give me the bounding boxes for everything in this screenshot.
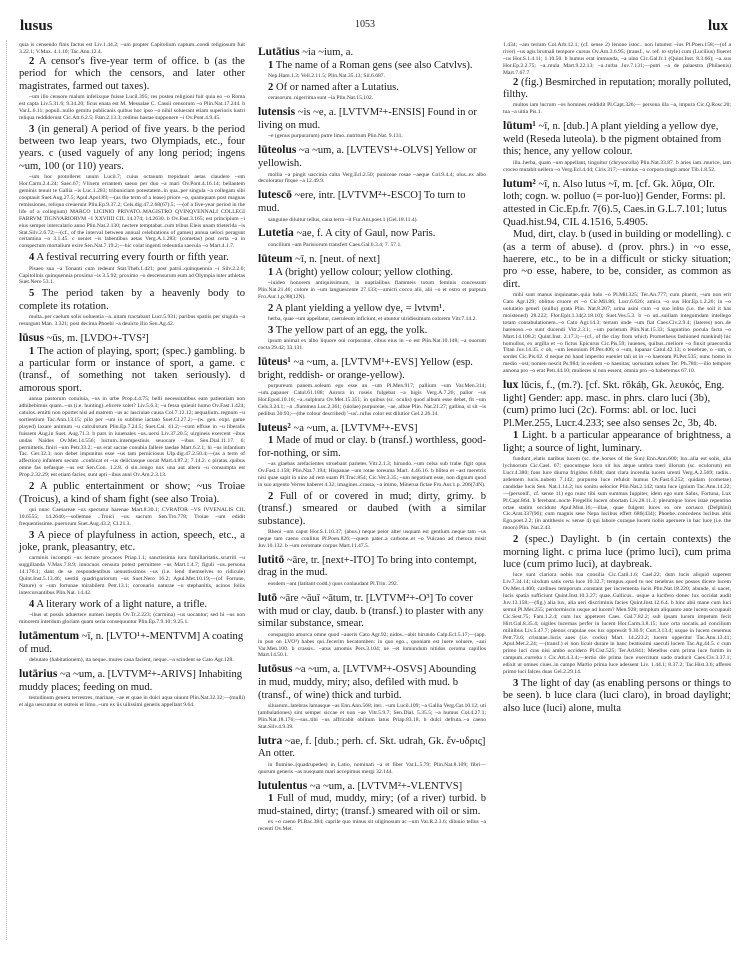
- headword-grammar: ~ī, n. [LVTO¹+-MENTVM] A coating of mud.: [19, 631, 244, 655]
- citations: mollia ~a pingit uaccinia calta Verg.Ecl.2.50; puniceae rosae ~aeque Col.9.4.4; olus..ex albo decoloratur fitque ~a 12.49.9.: [258, 171, 486, 185]
- citations: ipsum animal ex albo liquore oui corporatur. cibus eius in ~o est Plin.Nat.10.148; ~a ouorum cocta 29.42; 33.131.: [258, 338, 486, 352]
- sense-text: The name of a Roman gens (see also Catvlvs).: [275, 59, 473, 71]
- headword-grammar: ~ī, n. [dub.] A plant yielding a yellow dye, weld (Reseda luteola). b the pigment obtained from this; hence, any yellow colour.: [503, 121, 722, 158]
- headword: lutō: [258, 591, 278, 604]
- sense-number: 3: [29, 123, 35, 135]
- sense-number: 2: [513, 534, 519, 546]
- headword: lutulentus: [258, 779, 308, 792]
- dictionary-entry-headword: [503, 379, 731, 430]
- headword-grammar: ~āre ~āuī ~ātum, tr. [LVTVM²+-O³] To cover with mud or clay, daub. b (transf.) to plaster with any similar substance, smear.: [258, 592, 484, 630]
- headword-grammar: ~ī, n. Also lutus ~ī, m. [cf. Gk. λῦμα, OIr. loth; cogn. w. polluo (= por-luo)] Gender, Forms: pl. attested in Cic.Ep.fr. 7(6).5, Caes.in G.L.7.101; lutus Quad.hist.94, CIL 4.1516, 5.4905.: [503, 178, 727, 228]
- citations: eosdem ~ant (latitant codd.) quos conlaudant Pl.Trin. 292.: [268, 581, 399, 588]
- sense-number: 3: [513, 678, 519, 689]
- headword-grammar: ~ūs, m. [LVDO+-TVS²]: [46, 333, 149, 344]
- sense-number: 1: [268, 793, 274, 805]
- dictionary-entry-headword: [258, 46, 486, 60]
- citations: siluarum..latebras lamasque ~as Enn.Ann.568; iter.. ~um Lucil.109; ~a Gallia Verg.Cat.10.12; uti (ambulationes) sint semper siccae et non ~ae Vitr.5.9.7; Sen.Dial. 5.35.5; ~a humus Col.4.27.1; Plin.Nat.18.176;—sus..tibi ~us affricabit oblitum latus Priap.83.18. b dulci defruta..~a caeno Stat.Silv.4.9.39.: [258, 703, 486, 730]
- sense-number: 2: [268, 81, 274, 93]
- continued-citations: 1.434; ~am terram Col.Arb.12.1; (cf. sense 2) lenone istoc.. non lutumst ~ius Pl.Poen.158;—(of a river) ~us agis brumali tempore cursus Ov.Am.3.6.95; (transf., w. ref. to style) cum (Lucilius) flueret ~us Hor.S.1.4.11; 1.10.50. b humus erat immunda, ~a uino Cic.Gal.fr.1 (Quint.Inst. 8.3.66); ~a..sus Hor.Ep.2.2.75; ~a..mula Mart.9.22.13; ~a..turba Juv.7.131;—putri ~a de palaestra (Philaenis) Mart.7.67.7.: [503, 42, 731, 76]
- running-head-right: lux: [707, 18, 728, 34]
- sense-text: A censor's five-year term of office. b (as the period for which the censors, and later other magistrates, farmed out taxes).: [19, 55, 245, 92]
- sense-number: 2: [268, 302, 274, 314]
- headword-grammar: ~a ~um, a. [LVTEVS¹+-OLVS] Yellow or yellowish.: [258, 145, 477, 169]
- headword-grammar: ~a ~um, a. [LVTVM²+-OSVS] Abounding in mud, muddy, miry; also, defiled with mud. b (transf., of wine) thick and turbid.: [258, 664, 477, 701]
- sense-definition: [19, 530, 245, 555]
- headword: lūteolus: [258, 144, 297, 157]
- sense-definition: [503, 534, 731, 571]
- sense-text: Light. b a particular appearance of brightness, a light; a source of light, luminary.: [503, 430, 732, 454]
- headword-grammar: ~ae, f. A city of Gaul, now Paris.: [296, 228, 436, 240]
- sense-text: Mud, dirt, clay. b (used in building or modelling). c (as a term of abuse). d (prov. phrs.) in ~o esse, haerere, etc., to be in a difficult or sticky situation; pro ~o esse, habere, to be, consider, as common as dirt.: [503, 229, 731, 290]
- sense-text: The period taken by a heavenly body to complete its rotation.: [19, 288, 245, 312]
- citations: ~um illo censore malum infelixque fuisse Lucil.395; res postea religioni fuit quia eo ~o Roma est capta Liv.5.31.6; 9.34.20; ficus enata est M. Messalae C. Cassii censorum ~o Plin.Nat.17.244. b Var.L.6.11; populi..nullo gemitu publicanis quibus hoc ipso ~o nihil soluerant etiam superioris lustri reliqua reddiderunt Cic.Att.6.2.5; Fam.2.13.3; reditus hastae supponere ~i Ov.Pont.4.9.45.: [19, 94, 245, 121]
- sense-definition: [19, 481, 245, 506]
- headword: lux: [503, 379, 519, 392]
- headword-grammar: lūcis, f., (m.?). [cf. Skt. rōkáḥ, Gk. λευκός, Eng. light] Gender: app. masc. in phrs. claro luci (3b), (cum) primo luci (2c). Forms: abl. or loc. luci Pl.Mer.255, Lucr.4.233; see also senses 2c, 3b, 4b.: [503, 380, 725, 429]
- column-left: [19, 42, 245, 711]
- sense-text: Made of mud or clay. b (transf.) worthless, good-for-nothing, or sim.: [258, 435, 486, 459]
- sense-text: A festival recurring every fourth or fifth year.: [36, 252, 229, 264]
- sense-number: 5: [29, 288, 35, 300]
- citations: multa..per caelum solis uoluentia ~a..uitam tractabant Lucr.5.931; paribus spatiis per singula ~a resurgunt Man. 3.321; post decima Phoebi ~a deuicto Ilio Sen.Ag.42.: [19, 314, 245, 328]
- continued-citations: quia is censendo finis factus est Liv.1.44.2; ~um propter Capitolium captum..condi religiosum fuit 3.22.1; V.Max. 4.1.10; Tac.Ann.12.4.: [19, 42, 245, 55]
- citations: illa..herba, quam ~um appellant, tinguitur (chrysocolla) Plin.Nat.33.87. b aries iam..murice, iam croceo mutabit uellera ~o Verg.Ecl.4.44; Ciris 317;—nimius ~o corpora tingit amor Tib.1.8.52.: [503, 159, 731, 173]
- column-right: [503, 42, 731, 715]
- headword: lutārius: [19, 668, 58, 681]
- sense-definition: [258, 793, 486, 818]
- sense-definition: [258, 303, 486, 315]
- dictionary-entry-headword: [258, 356, 486, 382]
- headword-grammar: ~a ~um, a. [LVTVM²+-VLENTVS]: [309, 780, 463, 792]
- citations: luce sunt clariora nobis tua consilia Cic.Catil.1.6; Cael.22; dum lucis aliquid superest Liv.7.34.14; uixdum satis certa luce 10.32.7; tempus..quod tu nec tenebras nec posses dicere lucem Ov.Met.4.400; cardines temporum..constant per incrementa lucis Plin.Nat.18.220; abunde, si uacet, lucis spatia sufficiunt Quint.Inst.10.3.27; quae..Gallicus.. usque a lucifero donec lux occidat audit Juv.13.158;—(fig.) alia lux, alia ueri discriminis facies Quint.Inst.12.6.4. b hinc abii mane cum luci semul Pl.Mer.255; perdormiscin usque ad lucem? Men.928; templum aliquanto ante lucem occupauit Cic.Sest.75; Fam.1.2.4; cum lux appeteret Caes. Gal.7.82.2; sub ipsam lucem impetum fecit Hirt.Gal.8.35.4; uigiles lucernas perfer in lucem Hor.Carm.3.8.15; luce orta uocatis..ad concilium militibus Liv.5.47.7; plenos crapulae eos lux oppressit 9.30.9; Curt.3.13.4; usque in lucem cenemus Petr.73.6; cristatae..lucis aues (i.e. cocks) Mart. 14.223.2; lucem opperitur Tac.Ann.13.41; Apul.Met.2.24; —(transf.) ei non licuit durare in hanc beatissimi saeculi lucem Tac.Ag.44.5. c cum primo luci cras nisi ambo occidero Pl.Cist.525; Ter.Ad.841; Metellus cum prima luce furtim in campum..curreba t Cic.Att.4.3.4;—tertio die prima luce exercitum uado traducit Caes.Civ.3.37.1; edixit ut omnes ciues..in campo Martio prima luce adessent Liv. 1.44.1; 8.37.2; Tac.Hist.3.6; afferes primo luci falces duas Gel.2.29.14.: [503, 572, 731, 676]
- sense-text: The yellow part of an egg, the yolk.: [275, 324, 428, 336]
- sense-number: 3: [268, 324, 274, 336]
- sense-definition: [19, 288, 245, 313]
- sense-text: A literary work of a light nature, a trifle.: [36, 598, 207, 610]
- sense-number: 2: [29, 55, 35, 67]
- sense-definition: [19, 599, 245, 611]
- column-middle: [258, 42, 486, 835]
- citations: concilium ~am Parisiorum transfert Caes.Gal.6.3.4; 7. 57.1.: [268, 242, 402, 248]
- headword: lutum²: [503, 177, 536, 190]
- citations: ~e (genus purpurarum) putre limo..nutritum Plin.Nat. 9.131.: [268, 133, 403, 140]
- citations: ~iuideo honorem antiquissimum, in nuptialibus flammeis totum feminis concessum Plin.Nat.21.46; colore in ~um languescente 27.133;—amicti cocco alii, alii ~o et ostro et purpura Fro.Aur.1.p.98(12N).: [258, 279, 486, 300]
- dictionary-entry-headword: [19, 630, 245, 656]
- sense-definition: [258, 435, 486, 460]
- headword-grammar: ~ae, f. [dub.; perh. cf. Skt. udrah, Gk. ἔν-υδρις] An otter.: [258, 735, 486, 760]
- headword-grammar: ~a ~um, a. [LVTVM²+-ARIVS] Inhabiting muddy places; feeding on mud.: [19, 669, 243, 693]
- running-head-left: lusus: [20, 18, 53, 34]
- headword: lutāmentum: [19, 630, 80, 643]
- headword: lūtum¹: [503, 120, 536, 133]
- dictionary-entry-headword: [258, 422, 486, 436]
- dictionary-entry-headword: [258, 554, 486, 580]
- headword-grammar: ~a ~um, a. [LVTVM¹+-EVS] Yellow (esp. bright, reddish- or orange-yellow).: [258, 357, 473, 381]
- citations: qui nunc Caesareae ~us spectatur harenae Mart.8.30.1; CVRATOR ~VS IVVENALIS CIL 10.6555; 14.2640;—sollemne ..Troici ~us sacrum Sen.Tro.778; Troiae ~um edidit frequentissime..puerorum Suet.Aug.43.2; Cl.21.3.: [19, 506, 245, 527]
- citations: ~as glaebas arefacientes struebant parietes Vitr.2.1.3; hirundo..~um celsa sub trabe figit opus Ov.Fast.1.158; Plin.Nat.7.194; Hispanae ~um rotae toreuma Mart. 4.46.16. b blitea et ~ast meretrix nisi quae sapit in uino ad rem suam Pl.Truc.854; Cic.Ver.3.35; ~um negotium esse, non dignum quod in suo argento Verres haberet 4.32; imagines..crassa, ~a immo, Minerua fictae Fro.Aur.1.p. 206(74N).: [258, 461, 486, 488]
- sense-text: A piece of playfulness in action, speech, etc., a joke, prank, pleasantry, etc.: [19, 529, 245, 554]
- page-number: 1053: [355, 19, 375, 30]
- headword-grammar: ~a ~um, a. [LVTVM²+-EVS]: [293, 422, 418, 434]
- sense-definition: [258, 60, 486, 72]
- citations: Nep.Ham.1.3; Vell.2.11.5; Plin.Nat.35.13; Sil.6.687.: [268, 73, 386, 79]
- sense-definition: [503, 229, 731, 291]
- citations: Pisaeo sua ~a Tonanti cum redeunt Stat.Theb.1.421; post patrii..quinquennia ~i Silv.2.2.6; Capitolinis quinquennia proxima ~is 3.5.92; proximo ~o descensurum eum ad Olympia inter athletas Suet.Nero 53.1.: [19, 265, 245, 286]
- sense-text: A public entertainment or show; ~us Troiae (Troicus), a kind of sham fight (see also Troia).: [19, 481, 245, 505]
- dictionary-entry-headword: [503, 120, 731, 159]
- dictionary-entry-headword: [503, 178, 731, 229]
- headword-grammar: ~ia ~ium, a.: [302, 47, 354, 58]
- citations: mihi sunt manus inquinatae..quia ludo ~o Pl.Mil.325; Ter.An.777; cum pluerit, ~um non erit Cato Agr.129; oblitus cruore et ~o Cic.Mil.86; Lucr.6.626; amica ~o sus Hor.Ep.1.2.26; in ~o uolutatio generi (suillo) grata Plin. Nat.8.207; urina asini cum ~o suo inlita (i.e. the soil it has moistened) 28.222; Flor.Epit.1.34(2.18.10); Suet.Ves.5.3. b ~o uti..suillam integumdam intellego totam contabulationem..~o Cato Agr.14.3; terram unde ~um fiat Caes.Civ.2.9.4; (lateres) non..de harenoso..~o sunt ducendi Vitr.2.3.1; ~um parietum Plin.Nat.15.33; Saguntino pocula facta ~o Mart.14.108.2; Quint.Inst. 2.17.3;—(cf., of the clay from which Prometheus fashioned mankind) hic homullus, ex argilla et ~o fictus Epicurus Cic.Pis.59; iuuenes, quibus..meliore ~o finxit praecordia Titan Juv.14.35. c oh, ~um lenonium Pl.Per.406; o ~um, lupanar Catul.42.13; o tenebrae, o ~um, o sordes Cic.Pis.62. d neque mi haud imperito eueniet tali ut in ~o haeream Pl.Per.535; nunc homo in medio ~ost; nomen nescit Ps.984; in eodem ~o haesitas; uorsuram solues Ter. Ph.780;—illo tempore annona pro ~o erat Petr.44.10; mulieres si non essent, omnia pro ~o haberemus 67.10.: [503, 292, 731, 375]
- citations: carminis incompti ~us lecture procaces Priap.1.1; sanctissima iura familiaritatis..scurrili ~u suggillanda V.Max.7.8.9; innocuos censura potest permittere ~us Mart.1.4.7; figuli ~us..persona 14.176.1; dant de se respondentibus uenustissimos ~us (i.e. lend themselves to ridicule) Quint.Inst.5.13.46; uestiti quadrigariorum ~us Suet.Nero 16.2; Apul.Met.10.19;—(of Fortune, Nature) o ~um fortunae mirabilem Petr.13.1; coronario naturae ~u stephanitis, acinos foliis intercursantibus Plin.Nat. 14.42.: [19, 555, 245, 596]
- headword: Lutātius: [258, 46, 300, 58]
- headword-grammar: ~is ~e, a. [LVTVM²+-ENSIS] Found in or living on mud.: [258, 107, 477, 131]
- headword-grammar: ~āre, tr. [next+-ITO] To bring into contempt, drag in the mud.: [258, 554, 477, 579]
- sense-number: 1: [268, 435, 274, 447]
- sense-number: 2: [268, 490, 274, 502]
- sense-definition: [258, 325, 486, 337]
- sense-definition: [503, 77, 731, 102]
- dictionary-entry-headword: [258, 253, 486, 267]
- sense-text: Of or named after a Lutatius.: [275, 81, 399, 93]
- sense-definition: [258, 82, 486, 94]
- citations: multos iam lucrum ~os homines reddidit Pl.Capt.326;— persona illa ~a, impura Cic.Q.Rosc.20; tua ~a uitia Pis.1.: [503, 102, 731, 116]
- sense-definition: [258, 267, 486, 279]
- sense-text: A plant yielding a yellow dye, = lvtvm¹.: [275, 302, 445, 314]
- sense-definition: [19, 252, 245, 264]
- dictionary-entry-headword: [258, 780, 486, 794]
- sense-text: Full of or covered in mud; dirty, grimy. b (transf.) smeared or daubed (with a similar substance).: [258, 490, 486, 527]
- sense-text: Full of mud, muddy, miry; (of a river) turbid. b mud-stained, dirty; (transf.) smeared with oil or sim.: [258, 793, 486, 817]
- citations: annua pastorum conuiuia, ~us in urbe Prop.4.4.75; belli necessitatibus eam patientiam non adhibebimus quam..~us (i.e. hunting)..elicere solet? Liv.5.6.3; ~u fessa quieuit humo Ov.Fast.1.424; catulos..emitti non oportet nisi ad matrem ~us ac lasciuiae causa Col.7.12.12; aequalium..regnum ~u sortientium Tac.Ann.13.15; pilo per ~um in sublime iactato Suet.Cl.27.2;—(w. gen. expr. game played) laxare animum ~u calculorum Plin.Ep.7.24.5; Suet.Cal. 41.2;—cum effuse in ~u liberalis fuissem Aug.in Suet. Aug.71.3. b pars in iuuenales ~us..uersi Liv.37.20.5; uirgineis exercent ~ibus undas Naides Ov.Met.14.556; luctum..intempestiuis seuocare ~ibus Sen.Dial.11.17. 6; permittetis..finiri ~um Petr.33.2; ~us erat sacrae conubia fallere taedae Mart.6.2.1; hi ~us infantium Tac. Ger.32.3; non debet impunitus esse ~us tam perniciosus Ulp.dig.47.2.50.4;—(as a term of affection) infantem secum ..conbicat et ~us deliciasque uocat Mart.4.87.2; 7.14.2. c piratas..quibus omne fas nefasque ~us est Sen.Con. 1.2.8. d sin..longo nox una aut altera ~u consumpta est Prop.2.32.29; est etiam facies, sunt apti ~ibus anni Ov.Am.2.3.13.: [19, 396, 245, 479]
- headword: lutescō: [258, 189, 292, 202]
- headword: lutra: [258, 734, 283, 747]
- sense-definition: [503, 678, 731, 715]
- sense-number: 2: [29, 481, 35, 493]
- citations: Rheni ~um caput Hor.S.1.10.37; (abus.) neque peior alter usquam est gentium..neque tam ~us neque tam caeno conlitus Pl.Poen.826;—quem pater..a carbone..et ~o Vulcano ad rhetora misit Juv.10.132. b ~um ceromate corpus Mart.11.47.5.: [258, 529, 486, 549]
- headword: lūteum: [258, 252, 293, 265]
- headword: lūsus: [19, 332, 44, 344]
- sense-text: (in general) A period of five years. b the period between two leap years, two Olympiads, etc., four years. c (used vaguely of any long period; ingens ~um, 100 (or 110) years.: [19, 123, 245, 172]
- sense-number: 1: [268, 266, 274, 278]
- headword: lutitō: [258, 553, 285, 566]
- sense-definition: [19, 56, 245, 93]
- headword-grammar: ~ī, n. [neut. of next]: [295, 253, 381, 265]
- headword: lutеus²: [258, 421, 291, 434]
- sense-number: 2: [513, 76, 519, 88]
- dictionary-entry-headword: [258, 106, 486, 132]
- citations: ~ibus ut possis aduertere numen ineptis Ov.Tr.2.223; (carmina) ~us uocantur; sed hi ~us non minorem interdum gloriam quam seria consequuntur Plin.Ep.7.9.10; 9.25.1.: [19, 612, 245, 626]
- headword-grammar: ~ere, intr. [LVTVM²+-ESCO] To turn to mud.: [258, 190, 466, 214]
- headword: lūteus¹: [258, 356, 291, 369]
- sense-definition: [19, 346, 245, 396]
- citations: testudinum genera terrestres, marinae, ~ae et quae in dulci aqua uiuunt Plin.Nat.32.32;—(mulli) et alga uescuntur et ostreis et limo..~um ex iis uilissimi generis appellant 9.64.: [19, 695, 245, 709]
- sense-text: A (bright) yellow colour; yellow clothing.: [275, 266, 454, 278]
- sense-text: The action of playing, sport; (spec.) gambling. b a particular form or instance of sport, a game. c (transf., of something not taken seriously). d amorous sport.: [19, 345, 245, 394]
- sense-definition: [258, 491, 486, 528]
- sense-number: 4: [29, 598, 35, 610]
- citations: ex ~o caeno Pl.Bac.384; caprile quo minus sit uliginosum ac ~um Var.R.2.3.6; diluuio tellus ~a recenti Ov.Met.: [258, 819, 486, 833]
- dictionary-entry-headword: [258, 592, 486, 631]
- sense-number: 4: [29, 252, 35, 264]
- citations: debutato (habitationem), ita neque..mures caua facient, neque..~a scindent se Cato Agr.128.: [29, 657, 234, 664]
- citations: in flumine..(quadrupedes) in Latio, nominati ~a et fiber Var.L.5.79; Plin.Nat.8.109; fibri—quorum generis ~as nusquam mari accepimus mergi 32.144.: [258, 761, 486, 775]
- dictionary-entry-headword: [258, 663, 486, 702]
- sense-text: The light of day (as enabling persons or things to be seen). b luce clara (luci claro), in broad daylight; also luce (luci) alone, multa: [503, 678, 731, 714]
- citations: conspargito amurca omne quod ~aueris Cato Agr.92; nidos..~abit hirundo Calp.Ecl.5.17;—(app. in pun on LVO³) habes qui..fecerim hecatomben: in quo ego.., quoniam est luere soluere, ~aui Var.Men.100. b crassis.. ~atus amomis Pers.3.104; ne ~et inmundum nitidos ceroma capillos Mart.14.50.1.: [258, 631, 486, 659]
- sense-number: 1: [513, 430, 519, 442]
- dictionary-entry-headword: [258, 735, 486, 761]
- dictionary-entry-headword: [258, 144, 486, 170]
- headword: lutōsus: [258, 663, 293, 676]
- dictionary-entry-headword: [258, 189, 486, 215]
- headword: Lutetia: [258, 227, 294, 240]
- margin-rule: [6, 40, 8, 940]
- citations: purpureum panem..soleam ego esse an ~um Pl.Men.917; pallium ~um Var.Men.314; ~um..papauer Catul.61.188; Aurora in roseis fulgebat ~a bigis Verg.A.7.26; pallor ~us Hor.Epod.10.16; ~a..sulphura Ov.Met.15.351; in quibus (sc. oculis) quod album esse debet, fit ~um Cels.3.24.1; ~a ..flammea Luc.2.361; (uiolae) purpureae, ~ae, albae Plin. Nat.21.27; gallina, si sit ~is pedibus 30.93;—(the colour described) '~us'..rufus color est dilutior Gel.2.26.14.: [258, 383, 486, 417]
- dictionary-entry-headword: [19, 668, 245, 694]
- sense-definition: [503, 430, 731, 455]
- sense-text: (spec.) Daylight. b (in certain contexts) the morning light. c prima luce (primo luci), cum prima luce (cum primo luci), at daybreak.: [503, 534, 731, 570]
- dictionary-entry-headword: [258, 227, 486, 241]
- citations: cerasorum..nigerrima sunt ~ia Plin.Nat.15.102.: [268, 95, 374, 102]
- dictionary-entry-headword: [19, 332, 245, 346]
- sense-number: 3: [29, 529, 35, 541]
- citations: funduntˌ.elatis naribus lucem (sc. the horses of the Sun) Enn.Ann.600; lux..alia est solis, alia lychnorum Cic.Cael. 67; quocumque loco sit lux atque umbra tueri illorum (sc. oculorum) est Lucr.4.380; fons luce diurna frigidus 6.848; dant clara incendia lucem urenti Verg.A.2.569; radiis.. ardentem lucis..nubem 7.142; purpurea luce refulsit humus Ov.Fast.6.252; quidam (cometae) candidae lucis Sen. Nat.1.14.2; lux sonitu uelocior Plin.Nat.2.142; tanta luce ignium Tac.Ann.14.22;—(personif., cf. sense 11) ego nunc tibi sum summus Iuppiter, idem ego sum Salus, Fortuna, Lux Pl.Capt.864. b ferebant..nocte Fregellis lucem obortam Liv.28.11.3; plerumque luces istae repentino ortae statim occidunt Apul.Mun.16;—illae, quae fulgent luces ex ore corusco (Delphini) Cic.Arat.337(96); cum magnis sese Nepa lucibus effert 686(434); Phoebe..concedens lucibus altis Egn.poet.2.2; (in antithesis w. sense 4) qui labore curaque lucem nobis aperuere in hac luce (i.e. the moon) Plin. Nat.2.43.: [503, 456, 731, 532]
- citations: herba, quae ~um appellatur, caeruleum inficiunt, et utuntur uiridissimum colorem Vitr.7.14.2.: [268, 316, 477, 323]
- citations: ~um hoc protolleret unum Lucil.7; cuius octauum trepidauit aetas claudere ~um Hor.Carm.2.4.24; Saec.67; Vlixem errantem saeuo per duo ~a mari Ov.Pont.4.16.14; bellantem geminis tenuit te Gallia ~is Luc.1.283; tribuniciam potestatem..in qua..per singula ~a collegam sibi cooptauit Suet.Aug.27.5; Apul.Apol.89;—(as the term of a lease) priore ~o, quamquam post magnas remissiones, reliqua creuerunt Plin.Ep.9.37.2; Cels.dig.47.2.68(67).5; —(of a five-year period in the life of a collegium) MARCO LICINIO PRIVATO..MAGISTRO QVINQVENNALI COLLEGI FABRVM TIGNVARIORVM ~I XXVIIII CIL 14.374; 14.2630. b Ov.Fast.3.165; est principium ~i eius semper intercalario anno Plin.Nat.2.130; nectere temptabat..cum tribus Eleis unam trieterida ~is Stat.Silv.2.6.72;—(cf., of the interval between annual celebrations of games) annua ueloci peragunt certamina ~o 3.1.45. c ueniet ~is labentibus aetas Verg.A.1.283; (cometas) post certa ~a in conspectum mortalium exire Sen.Nat.7.19.2;—hic colat ingenti redeuntia saecula ~o Mart.4.1.7.: [19, 174, 245, 250]
- sense-number: 1: [268, 59, 274, 71]
- citations: sanguine diluitur tellus, caua terra ~it Fur.Ant.poet.1 (Gel.18.11.4).: [268, 216, 418, 223]
- headword: lutensis: [258, 106, 296, 119]
- sense-number: 1: [29, 345, 35, 357]
- sense-text: (fig.) Besmirched in reputation; morally polluted, filthy.: [503, 76, 731, 100]
- sense-definition: [19, 124, 245, 174]
